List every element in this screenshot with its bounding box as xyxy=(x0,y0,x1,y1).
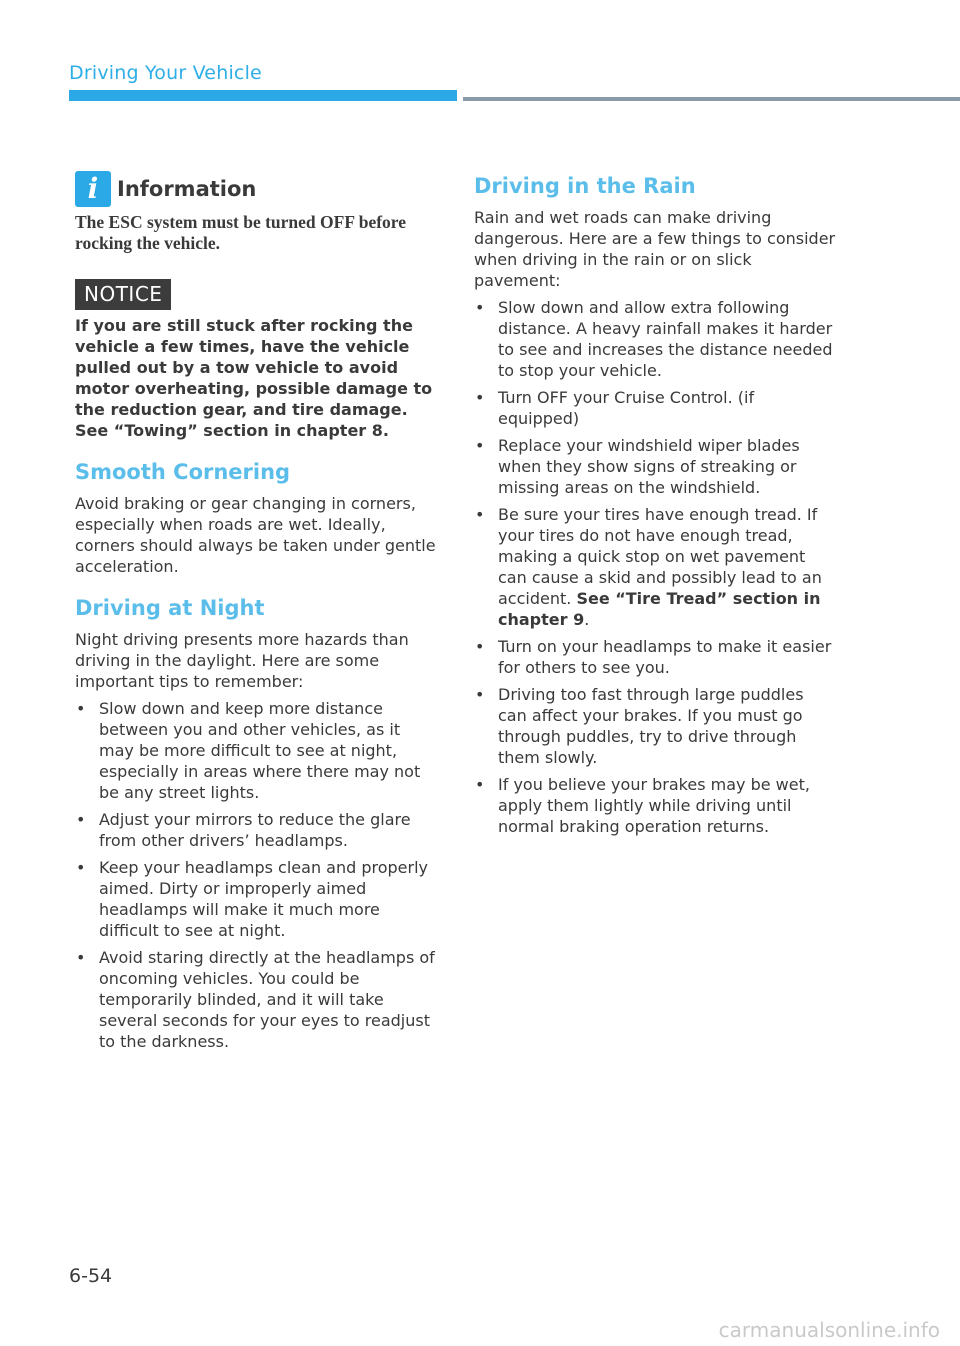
driving-at-night-intro: Night driving presents more hazards than driving in the daylight. Here are some important tips to remember: xyxy=(75,630,409,691)
list-item: • Turn OFF your Cruise Control. (if equipped) xyxy=(474,387,836,429)
heading-driving-in-rain: Driving in the Rain xyxy=(474,174,696,198)
information-title: Information xyxy=(117,177,257,201)
section-title: Driving Your Vehicle xyxy=(69,62,262,84)
list-item: • Replace your windshield wiper blades when they show signs of streaking or missing areas on the windshield. xyxy=(474,435,836,498)
list-item: • Adjust your mirrors to reduce the glare from other drivers’ headlamps. xyxy=(75,809,439,851)
list-item: • Slow down and allow extra following distance. A heavy rainfall makes it harder to see and increases the distance needed to stop your vehicle. xyxy=(474,297,836,381)
header-rule xyxy=(463,97,960,101)
page-number: 6-54 xyxy=(69,1265,113,1287)
tire-tread-end: . xyxy=(584,610,590,629)
heading-driving-at-night: Driving at Night xyxy=(75,596,265,620)
list-item: • If you believe your brakes may be wet, apply them lightly while driving until normal braking operation returns. xyxy=(474,774,836,837)
list-item: • Slow down and keep more distance between you and other vehicles, as it may be more difficult to see at night, especially in areas where there may not be any street lights. xyxy=(75,698,439,803)
list-item: • Driving too fast through large puddles can affect your brakes. If you must go through puddles, try to drive through them slowly. xyxy=(474,684,836,768)
driving-in-rain-intro: Rain and wet roads can make driving dangerous. Here are a few things to consider when driving in the rain or on slick pavement: xyxy=(474,208,836,290)
rain-tips-list xyxy=(474,297,836,843)
information-body: The ESC system must be turned OFF before rocking the vehicle. xyxy=(75,212,407,253)
info-icon: i xyxy=(75,171,111,207)
night-tips-list xyxy=(75,698,439,1058)
tire-tread-reference: See “Tire Tread” section in chapter 9 xyxy=(498,589,821,629)
list-item: • Keep your headlamps clean and properly aimed. Dirty or improperly aimed headlamps will make it much more difficult to see at night. xyxy=(75,857,439,941)
notice-badge: NOTICE xyxy=(75,279,171,310)
list-item: • Turn on your headlamps to make it easier for others to see you. xyxy=(474,636,836,678)
list-item: • Avoid staring directly at the headlamps of oncoming vehicles. You could be temporarily blinded, and it will take several seconds for your eyes to readjust to the darkness. xyxy=(75,947,439,1052)
heading-smooth-cornering: Smooth Cornering xyxy=(75,460,291,484)
notice-body: If you are still stuck after rocking the vehicle a few times, have the vehicle pulled out by a tow vehicle to avoid motor overheating, possible damage to the reduction gear, and tire damage. See “Towing” section in chapter 8. xyxy=(75,316,433,440)
tire-tread-text: Be sure your tires have enough tread. If your tires do not have enough tread, making a quick stop on wet pavement can cause a skid and possibly lead to an accident. xyxy=(498,505,822,608)
list-item-tire-tread xyxy=(474,504,836,630)
information-heading xyxy=(75,171,256,207)
smooth-cornering-body: Avoid braking or gear changing in corners, especially when roads are wet. Ideally, corners should always be taken under gentle acceleration. xyxy=(75,494,436,576)
header-rule-accent xyxy=(69,90,457,101)
watermark: carmanualsonline.info xyxy=(718,1318,940,1342)
